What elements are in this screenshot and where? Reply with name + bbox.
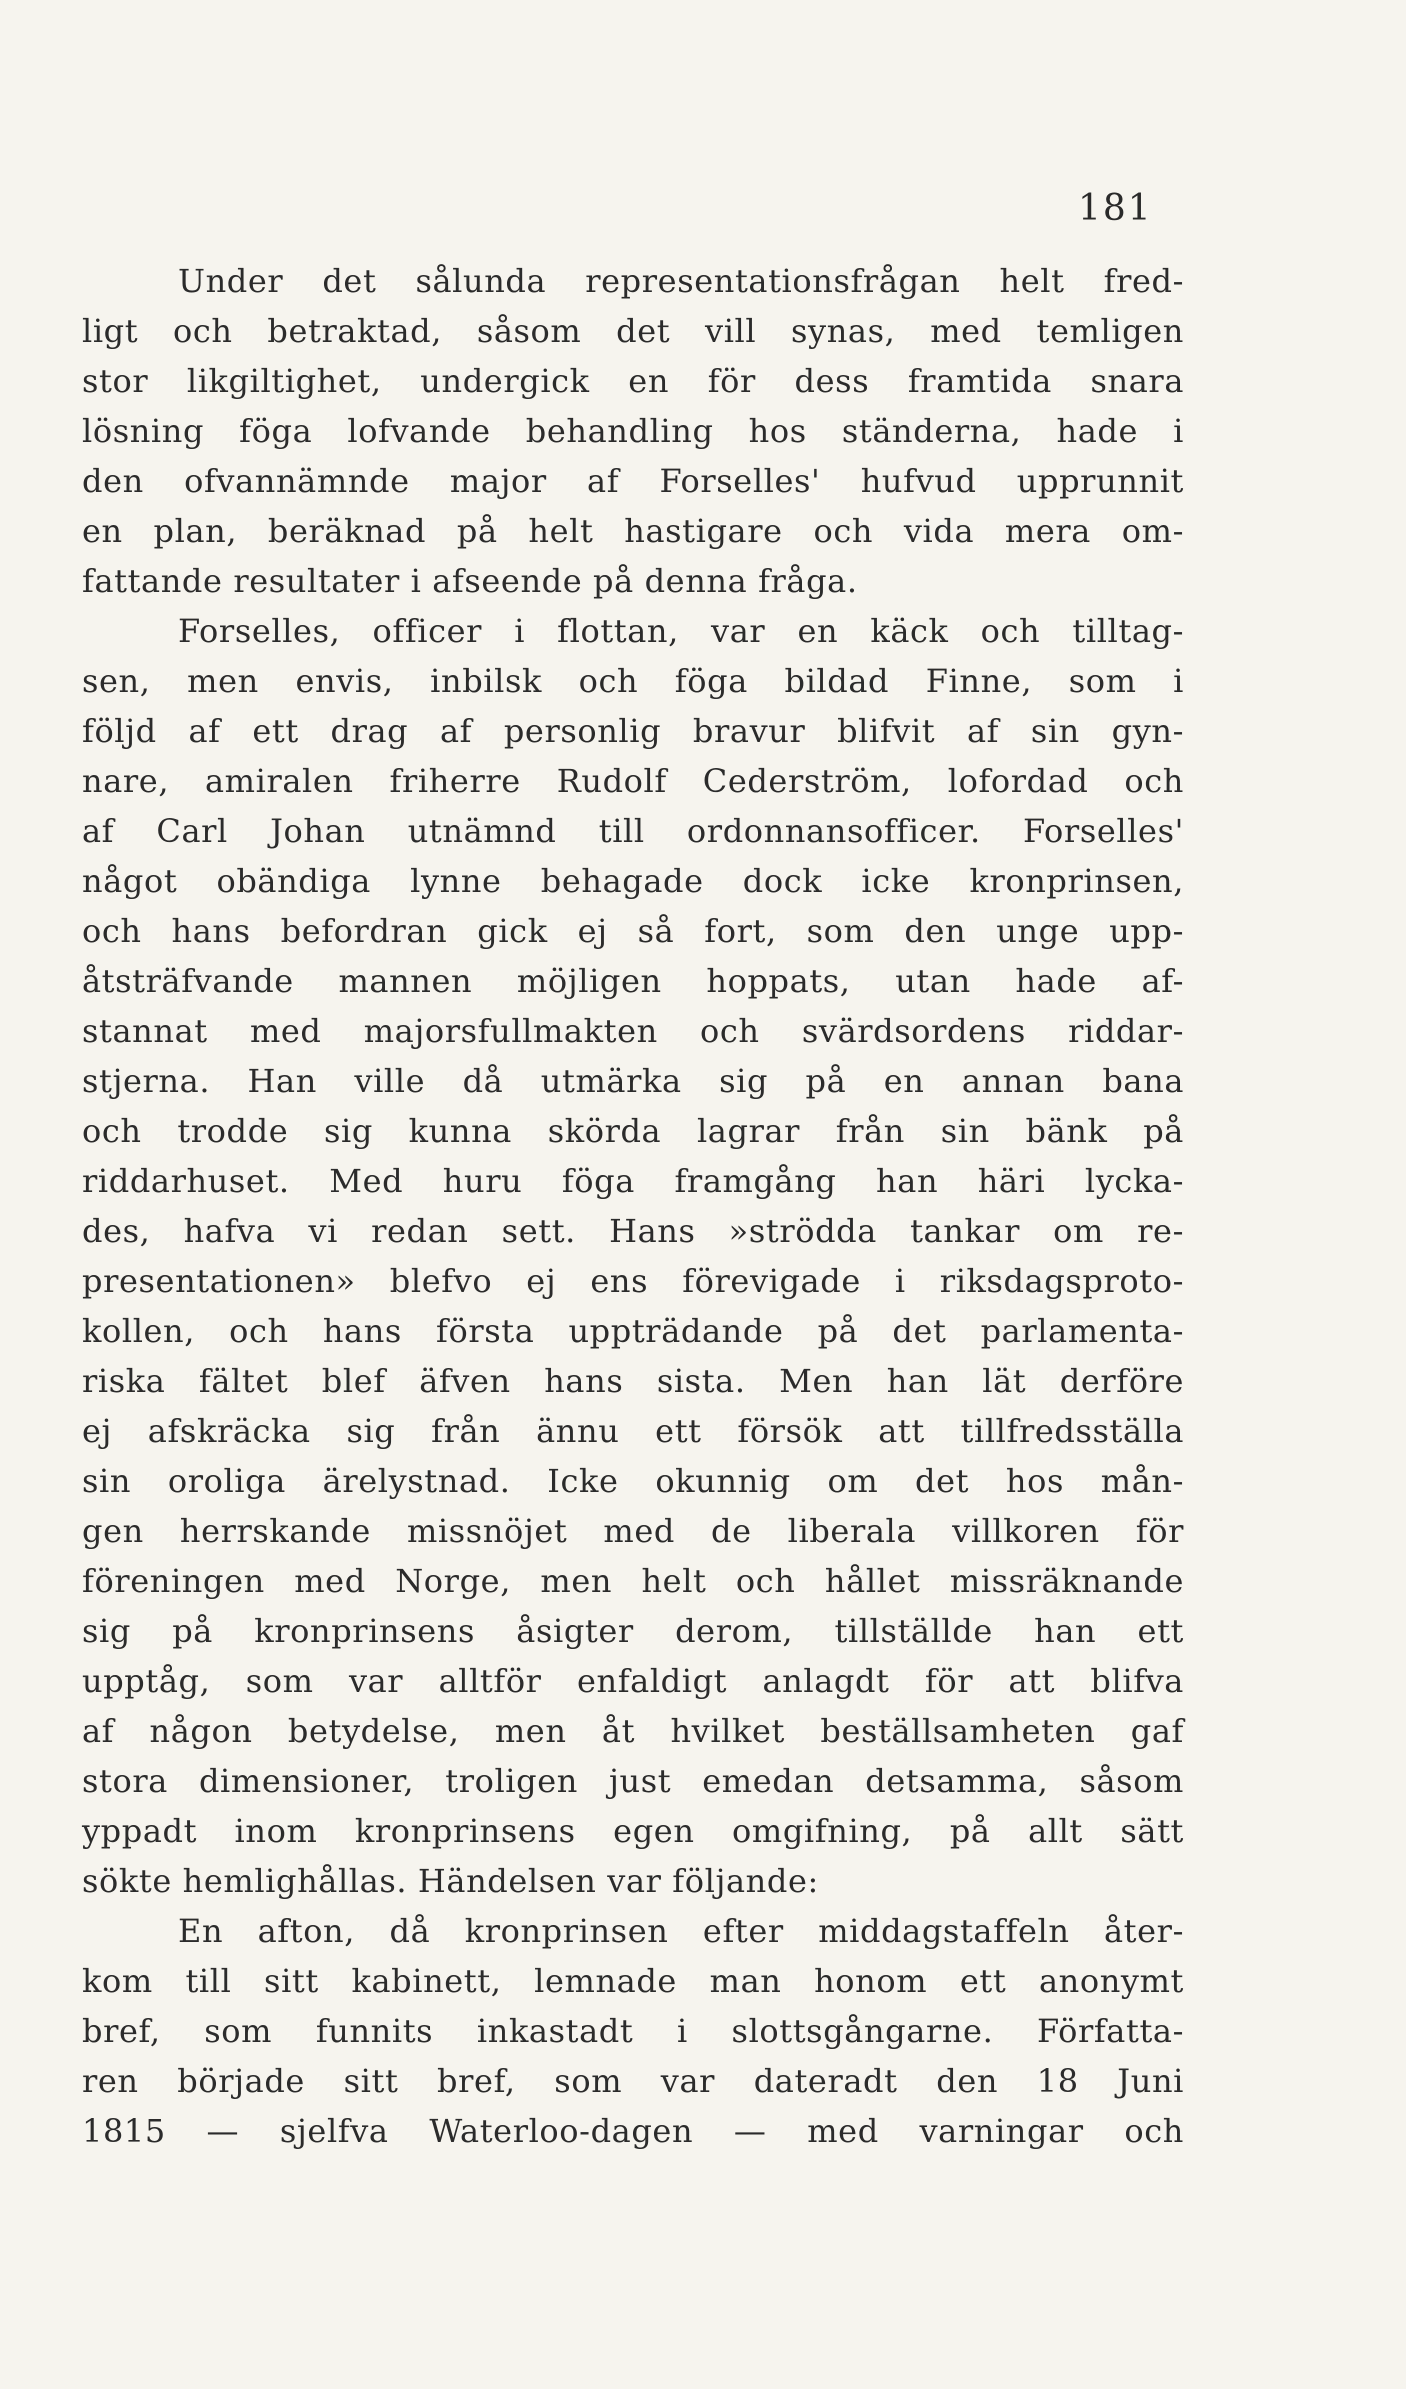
text-line: upptåg, som var alltför enfaldigt anlagdt för att blifva [82,1662,1184,1700]
text-line: Forselles, officer i flottan, var en käck och tilltag- [178,612,1184,650]
paragraph [82,1906,1184,2156]
text-line: af någon betydelse, men åt hvilket beställsamheten gaf [82,1712,1184,1750]
text-line: kollen, och hans första uppträdande på det parlamenta- [82,1312,1184,1350]
text-line: nare, amiralen friherre Rudolf Cederström, lofordad och [82,762,1184,800]
text-line: stannat med majorsfullmakten och svärdsordens riddar- [82,1012,1184,1050]
text-line: åtsträfvande mannen möjligen hoppats, utan hade af- [82,962,1184,1000]
text-line: gen herrskande missnöjet med de liberala villkoren för [82,1512,1184,1550]
text-line: sökte hemlighållas. Händelsen var följande: [82,1862,819,1900]
text-line: kom till sitt kabinett, lemnade man honom ett anonymt [82,1962,1184,2000]
text-line: Under det sålunda representationsfrågan helt fred- [178,262,1184,300]
text-line: des, hafva vi redan sett. Hans »strödda tankar om re- [82,1212,1184,1250]
text-line: stjerna. Han ville då utmärka sig på en annan bana [82,1062,1184,1100]
text-line: fattande resultater i afseende på denna fråga. [82,562,858,600]
text-line: sen, men envis, inbilsk och föga bildad Finne, som i [82,662,1184,700]
text-line: af Carl Johan utnämnd till ordonnansofficer. Forselles' [82,812,1184,850]
text-line: ej afskräcka sig från ännu ett försök att tillfredsställa [82,1412,1184,1450]
text-line: och trodde sig kunna skörda lagrar från sin bänk på [82,1112,1184,1150]
text-line: lösning föga lofvande behandling hos ständerna, hade i [82,412,1184,450]
text-line: den ofvannämnde major af Forselles' hufvud upprunnit [82,462,1184,500]
text-line: sin oroliga ärelystnad. Icke okunnig om det hos mån- [82,1462,1184,1500]
text-line: en plan, beräknad på helt hastigare och vida mera om- [82,512,1184,550]
text-line: ren började sitt bref, som var dateradt den 18 Juni [82,2062,1184,2100]
text-line: 1815 — sjelfva Waterloo-dagen — med varningar och [82,2112,1184,2150]
text-line: riddarhuset. Med huru föga framgång han häri lycka- [82,1162,1184,1200]
text-line: yppadt inom kronprinsens egen omgifning, på allt sätt [82,1812,1184,1850]
text-line: presentationen» blefvo ej ens förevigade i riksdagsproto- [82,1262,1184,1300]
paragraph [82,256,1184,606]
paragraph [82,606,1184,1906]
text-line: något obändiga lynne behagade dock icke kronprinsen, [82,862,1184,900]
text-line: stora dimensioner, troligen just emedan detsamma, såsom [82,1762,1184,1800]
text-line: och hans befordran gick ej så fort, som den unge upp- [82,912,1184,950]
body-text [82,256,1184,2156]
text-line: följd af ett drag af personlig bravur blifvit af sin gyn- [82,712,1184,750]
text-line: stor likgiltighet, undergick en för dess framtida snara [82,362,1184,400]
page-number: 181 [1078,188,1153,229]
text-line: riska fältet blef äfven hans sista. Men han lät derföre [82,1362,1184,1400]
text-line: föreningen med Norge, men helt och hållet missräknande [82,1562,1184,1600]
text-line: En afton, då kronprinsen efter middagstaffeln åter- [178,1912,1184,1950]
text-line: ligt och betraktad, såsom det vill synas, med temligen [82,312,1184,350]
text-line: sig på kronprinsens åsigter derom, tillställde han ett [82,1612,1184,1650]
text-line: bref, som funnits inkastadt i slottsgångarne. Författa- [82,2012,1184,2050]
